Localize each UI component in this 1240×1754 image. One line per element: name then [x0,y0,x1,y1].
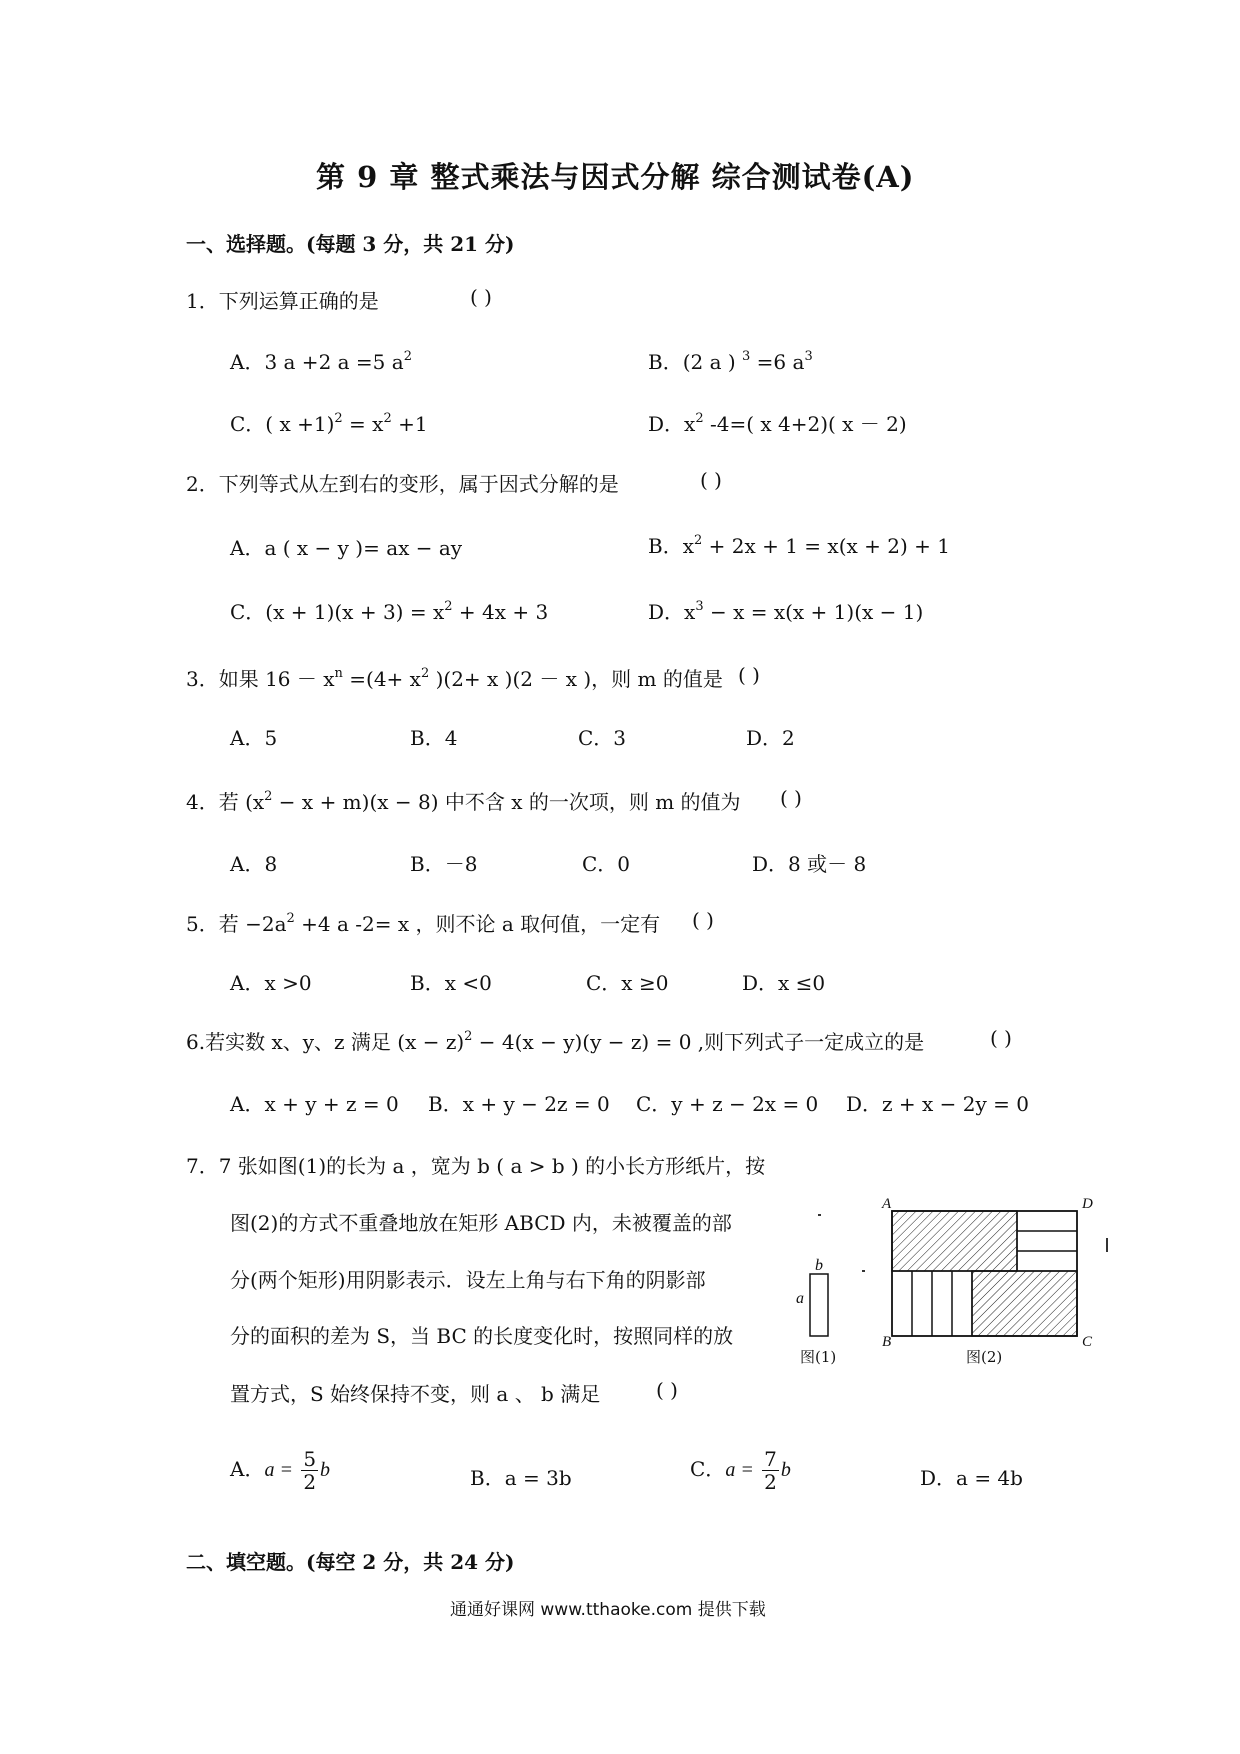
figure-1-label-a: a [796,1290,804,1307]
question-6-option-c: C．y + z − 2x = 0 [636,1092,819,1116]
figure-2-label-d: D [1082,1196,1093,1212]
question-7-option-c: C．a = $\frac{7}{2}$ b [690,1447,791,1494]
question-5-option-a: A．x >0 [230,971,312,995]
scan-speck [1106,1238,1108,1252]
footer-download-note: 通通好课网 www.tthaoke.com 提供下载 [450,1600,766,1620]
question-6-option-d: D．z + x − 2y = 0 [846,1092,1030,1116]
question-6-option-b: B．x + y − 2z = 0 [428,1092,610,1116]
question-4-option-b: B．－8 [410,852,478,876]
question-2-option-c: C．$(x + 1)(x + 3) = x^2 + 4x + 3$ [230,599,549,624]
figure-2-rectangle-abcd [880,1196,1090,1346]
question-6-stem: 6.若实数 x、y、z 满足 $(x - z)^2 - 4(x - y)(y - z) = 0$ ,则下列式子一定成立的是 [186,1029,925,1054]
question-3-option-b: B．4 [410,726,458,750]
question-4-answer-paren: ( ) [780,786,802,810]
question-1-option-d: D．$x^2$ -4=( x 4+2)( x － 2) [648,411,907,436]
question-5-option-b: B．x <0 [410,971,492,995]
question-4-option-d: D．8 或－ 8 [752,852,867,876]
question-4-option-c: C．0 [582,852,631,876]
question-1-option-b: B．(2 a ) $^3$ =6 $a^3$ [648,349,813,374]
question-7-option-b: B．a = 3b [470,1466,572,1490]
question-7-option-a: A．a = $\frac{5}{2}$ b [230,1447,331,1494]
question-2-option-d: D．$x^3 - x = x(x + 1)(x - 1)$ [648,599,924,624]
question-7-option-d: D．a = 4b [920,1466,1023,1490]
question-7-line-3: 分(两个矩形)用阴影表示．设左上角与右下角的阴影部 [230,1268,706,1292]
question-7-line-2: 图(2)的方式不重叠地放在矩形 ABCD 内，未被覆盖的部 [230,1211,732,1235]
question-5-stem: 5．若 $-2a^2 +4$ a -2= x ，则不论 a 取何值，一定有 [186,911,661,936]
question-1-stem: 1．下列运算正确的是 [186,289,379,313]
question-3-option-a: A．5 [230,726,278,750]
scan-speck [862,1270,865,1272]
question-2-stem: 2．下列等式从左到右的变形，属于因式分解的是 [186,472,619,496]
question-1-option-c: C．( $x +1)^2 = x^2 +1$ [230,411,428,436]
figure-2-label-c: C [1082,1334,1093,1350]
question-6-answer-paren: ( ) [990,1026,1012,1050]
question-4-option-a: A．8 [230,852,278,876]
question-6-option-a: A．x + y + z = 0 [230,1092,399,1116]
figure-2-label-a: A [882,1196,892,1212]
section-heading-fill-in: 二、填空题。(每空 2 分，共 24 分) [186,1550,515,1574]
question-7-line-1: 7．7 张如图(1)的长为 a ，宽为 b ( a > b ) 的小长方形纸片，按 [186,1154,766,1178]
figure-2-caption: 图(2) [966,1348,1003,1366]
question-7-answer-paren: ( ) [656,1378,678,1402]
question-4-stem: 4．若 $(x^2 - x + m)(x - 8)$ 中不含 x 的一次项，则 m 的值为 [186,789,741,814]
section-heading-choice: 一、选择题。(每题 3 分，共 21 分) [186,232,515,256]
question-7-line-5: 置方式，S 始终保持不变，则 a 、 b 满足 [230,1382,601,1406]
figure-2-label-b: B [882,1334,892,1350]
fraction-7-over-2: $\frac{7}{2}$ [764,1447,777,1494]
figure-1-label-b: b [815,1257,823,1274]
question-7-line-4: 分的面积的差为 S，当 BC 的长度变化时，按照同样的放 [230,1324,734,1348]
question-3-stem: 3．如果 $16 - x^n =(4+ x^2$ )(2+ x )(2 － x )，则 m 的值是 [186,666,723,691]
question-5-option-c: C．x ≥0 [586,971,669,995]
question-3-option-c: C．3 [578,726,627,750]
question-3-answer-paren: ( ) [738,663,760,687]
question-3-option-d: D．2 [746,726,795,750]
question-2-option-a: A．a ( x − y )= ax − ay [230,536,463,560]
question-5-option-d: D．x ≤0 [742,971,826,995]
question-1-option-a: A．3 a +2 a =5 $a^2$ [230,349,412,374]
page-title: 第 9 章 整式乘法与因式分解 综合测试卷(A) [316,160,915,194]
question-5-answer-paren: ( ) [692,908,714,932]
scan-speck [818,1214,821,1216]
question-2-option-b: B．$x^2 + 2x + 1 = x(x + 2) + 1$ [648,533,950,558]
figure-1-caption: 图(1) [800,1348,837,1366]
fraction-5-over-2: $\frac{5}{2}$ [303,1447,317,1494]
question-2-answer-paren: ( ) [700,468,722,492]
question-1-answer-paren: ( ) [470,285,492,309]
